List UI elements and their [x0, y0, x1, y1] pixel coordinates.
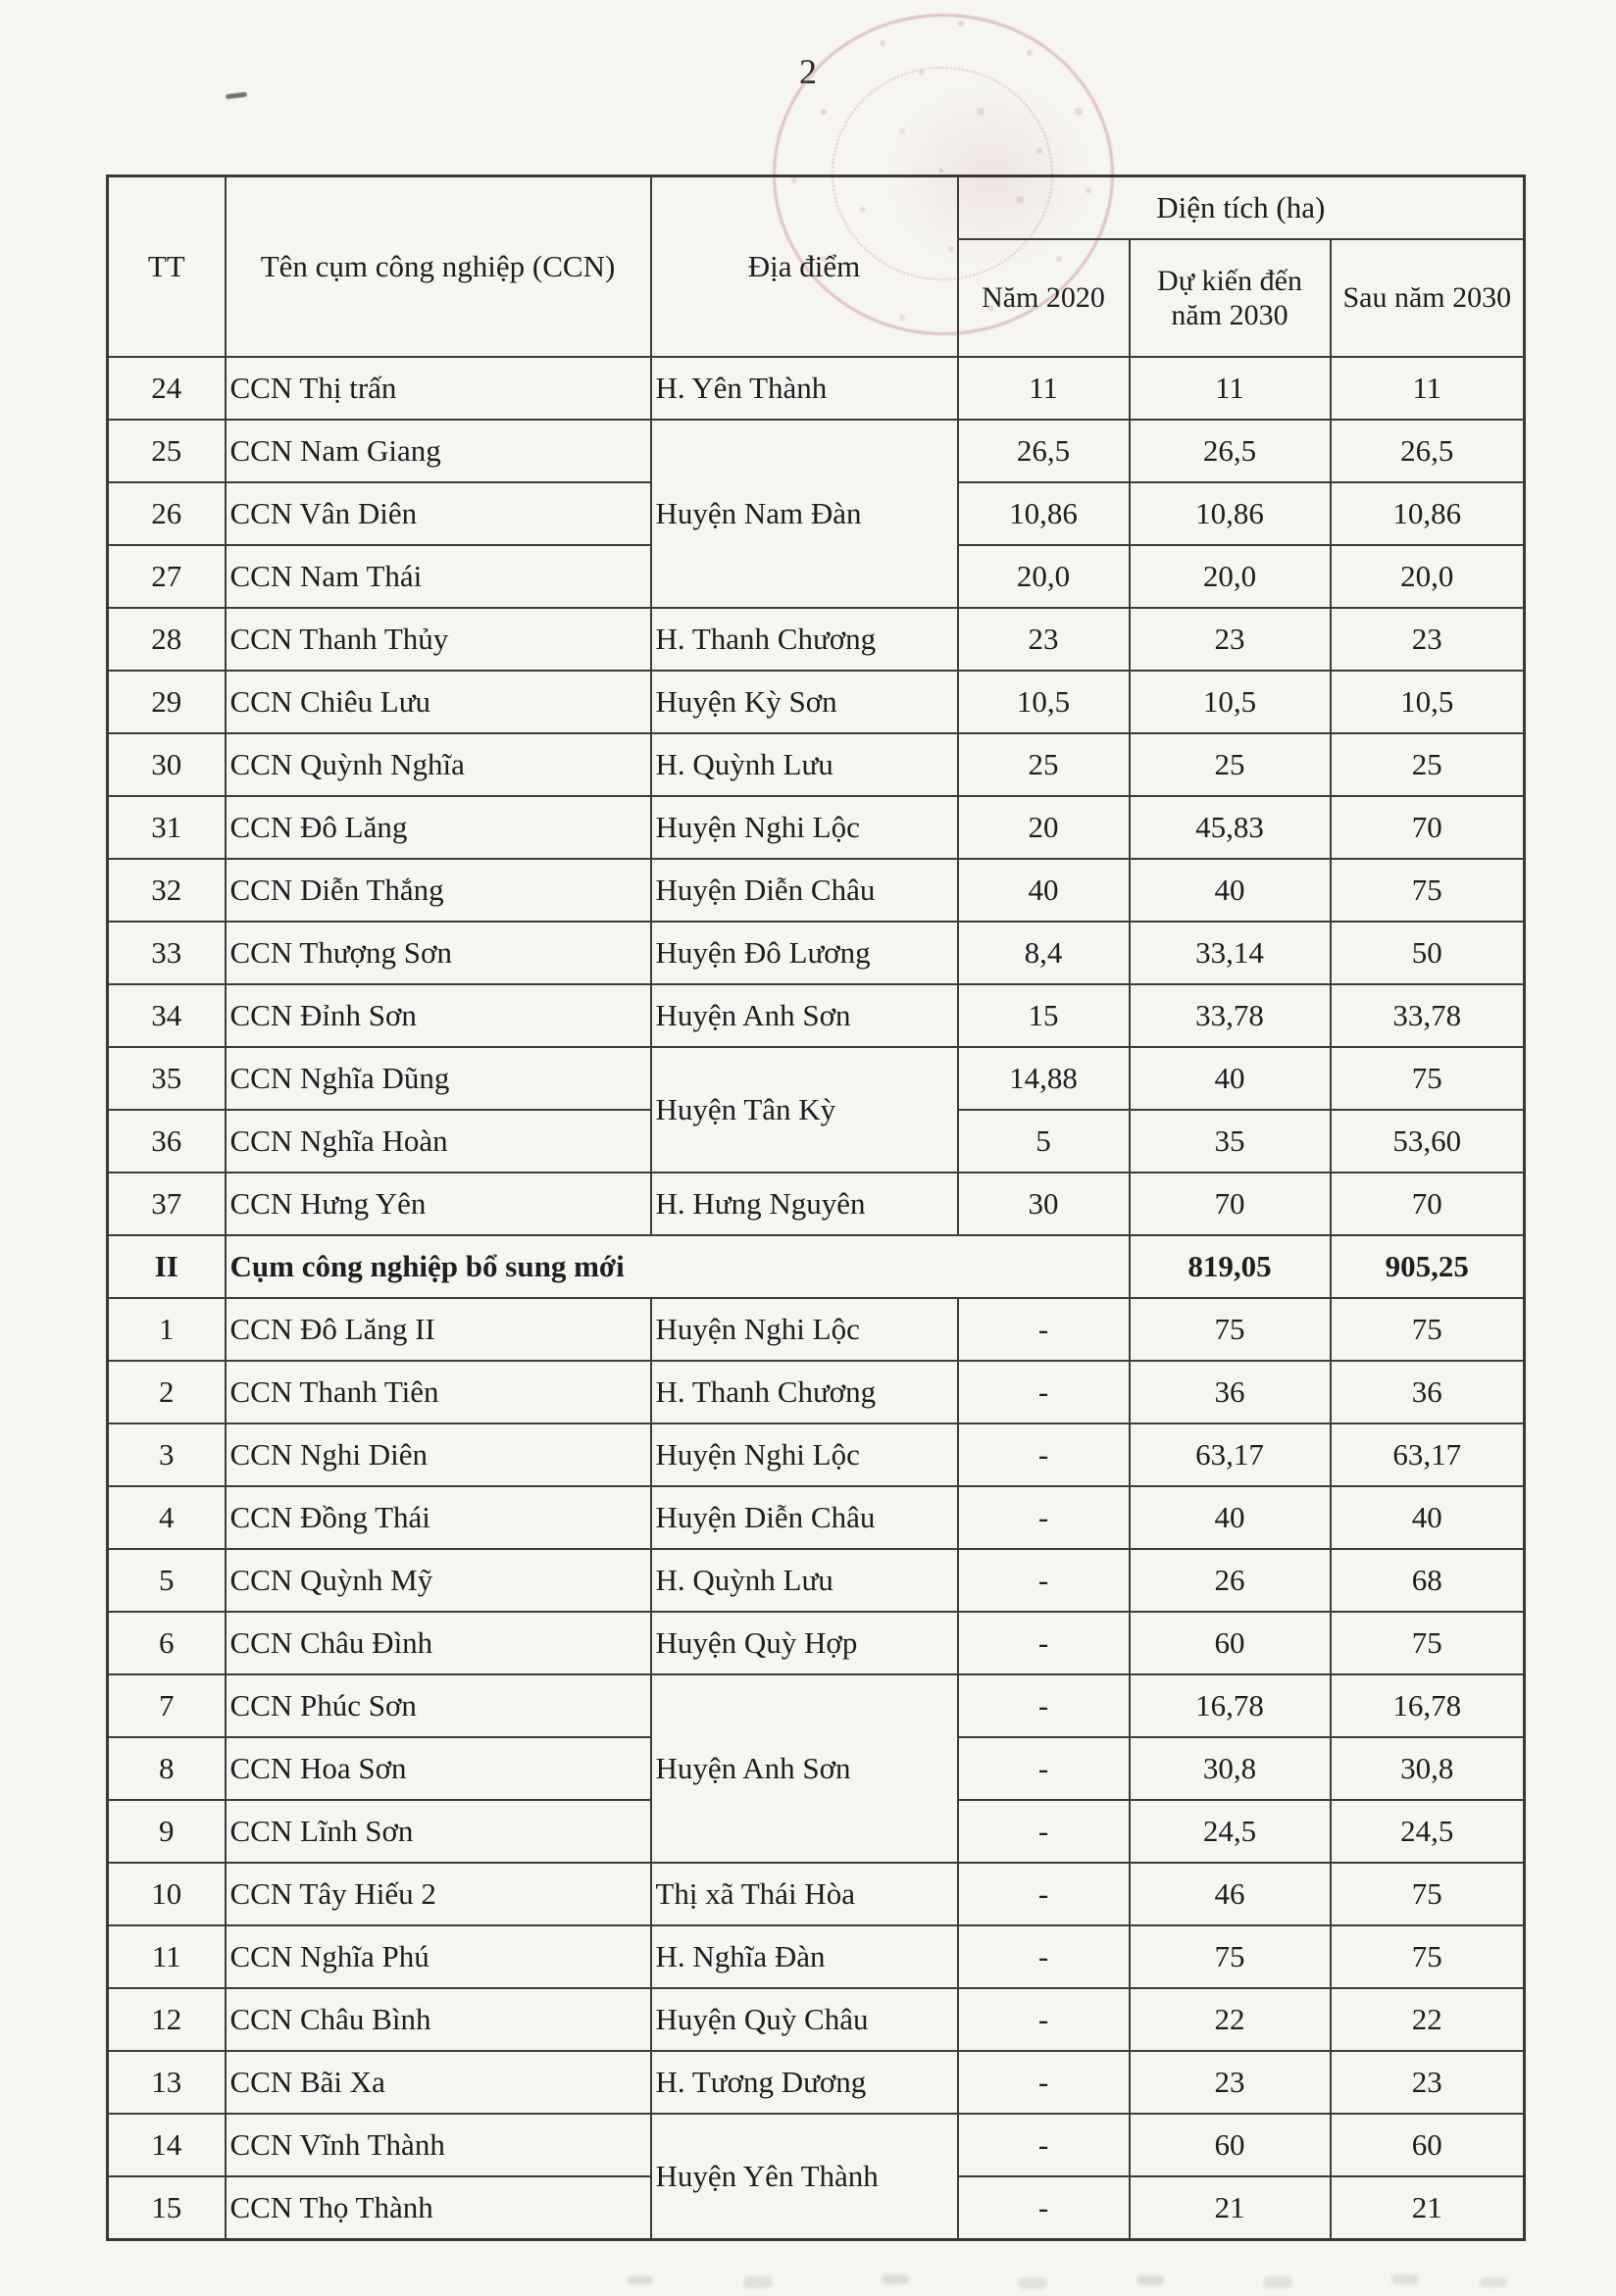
cell-tt: 32 [108, 859, 226, 922]
cell-cluster-name: CCN Lĩnh Sơn [226, 1800, 651, 1863]
cell-cluster-name: CCN Châu Bình [226, 1988, 651, 2051]
cell-area-2030: 40 [1130, 1047, 1331, 1110]
table-row [108, 357, 1525, 420]
table-row [108, 984, 1525, 1047]
cell-location: Huyện Nam Đàn [651, 420, 958, 608]
table-header [108, 176, 1525, 358]
cell-tt: 27 [108, 545, 226, 608]
cell-tt: 35 [108, 1047, 226, 1110]
cell-cluster-name: CCN Phúc Sơn [226, 1674, 651, 1737]
cell-area-2030: 24,5 [1130, 1800, 1331, 1863]
cell-location: Huyện Nghi Lộc [651, 1423, 958, 1486]
cell-location: Huyện Anh Sơn [651, 984, 958, 1047]
cell-area-2020: 14,88 [958, 1047, 1130, 1110]
cell-area-2020: - [958, 1988, 1130, 2051]
cell-cluster-name: CCN Châu Đình [226, 1612, 651, 1674]
cell-location: Huyện Diễn Châu [651, 1486, 958, 1549]
cell-location: H. Tương Dương [651, 2051, 958, 2114]
cell-tt: 12 [108, 1988, 226, 2051]
table-row [108, 2051, 1525, 2114]
header-cluster-name: Tên cụm công nghiệp (CCN) [226, 176, 651, 358]
cell-area-2030: 35 [1130, 1110, 1331, 1173]
cell-area-2030: 45,83 [1130, 796, 1331, 859]
cell-tt: 13 [108, 2051, 226, 2114]
cell-tt: 4 [108, 1486, 226, 1549]
cell-location: Huyện Quỳ Hợp [651, 1612, 958, 1674]
table-row [108, 922, 1525, 984]
cell-area-after-2030: 10,5 [1331, 671, 1525, 733]
header-expected-2030: Dự kiến đến năm 2030 [1130, 239, 1331, 357]
cell-tt: 10 [108, 1863, 226, 1925]
cell-area-after-2030: 50 [1331, 922, 1525, 984]
cell-section-title: Cụm công nghiệp bổ sung mới [226, 1235, 1130, 1298]
cell-area-after-2030: 24,5 [1331, 1800, 1525, 1863]
cell-area-after-2030: 75 [1331, 1047, 1525, 1110]
cell-tt: 5 [108, 1549, 226, 1612]
cell-cluster-name: CCN Thọ Thành [226, 2176, 651, 2240]
cell-area-2020: - [958, 1486, 1130, 1549]
cell-tt: 29 [108, 671, 226, 733]
cell-area-2030: 75 [1130, 1298, 1331, 1361]
header-location: Địa điểm [651, 176, 958, 358]
cell-cluster-name: CCN Nghĩa Hoàn [226, 1110, 651, 1173]
cell-location: H. Quỳnh Lưu [651, 1549, 958, 1612]
cell-area-2020: 26,5 [958, 420, 1130, 482]
cell-area-after-2030: 75 [1331, 1863, 1525, 1925]
cell-location: Huyện Quỳ Châu [651, 1988, 958, 2051]
cell-area-2030: 26 [1130, 1549, 1331, 1612]
cell-area-after-2030: 40 [1331, 1486, 1525, 1549]
cell-cluster-name: CCN Nam Thái [226, 545, 651, 608]
cell-area-2020: - [958, 1298, 1130, 1361]
cell-area-2030: 30,8 [1130, 1737, 1331, 1800]
cell-cluster-name: CCN Thanh Thủy [226, 608, 651, 671]
cell-area-after-2030: 26,5 [1331, 420, 1525, 482]
cell-tt: 24 [108, 357, 226, 420]
cell-cluster-name: CCN Nam Giang [226, 420, 651, 482]
cell-cluster-name: CCN Đỉnh Sơn [226, 984, 651, 1047]
cell-location: H. Thanh Chương [651, 1361, 958, 1423]
cell-area-after-2030: 53,60 [1331, 1110, 1525, 1173]
cell-area-after-2030: 70 [1331, 796, 1525, 859]
cell-area-2030: 75 [1130, 1925, 1331, 1988]
cell-area-2020: - [958, 1863, 1130, 1925]
cell-location: H. Thanh Chương [651, 608, 958, 671]
page-number: 2 [799, 52, 817, 91]
cell-area-2020: 10,86 [958, 482, 1130, 545]
header-after-2030: Sau năm 2030 [1331, 239, 1525, 357]
cell-area-2020: 30 [958, 1173, 1130, 1235]
cell-tt: 3 [108, 1423, 226, 1486]
cell-tt: 37 [108, 1173, 226, 1235]
cell-area-2030: 10,86 [1130, 482, 1331, 545]
cell-area-2030: 60 [1130, 2114, 1331, 2176]
cell-cluster-name: CCN Bãi Xa [226, 2051, 651, 2114]
cell-tt: 28 [108, 608, 226, 671]
cell-tt: 31 [108, 796, 226, 859]
cell-area-2030: 46 [1130, 1863, 1331, 1925]
cell-cluster-name: CCN Tây Hiếu 2 [226, 1863, 651, 1925]
cell-area-after-2030: 75 [1331, 1612, 1525, 1674]
cell-area-2030: 23 [1130, 608, 1331, 671]
cell-location: Huyện Anh Sơn [651, 1674, 958, 1863]
cell-cluster-name: CCN Thanh Tiên [226, 1361, 651, 1423]
cell-area-after-2030: 11 [1331, 357, 1525, 420]
cell-area-after-2030: 20,0 [1331, 545, 1525, 608]
table-row [108, 1486, 1525, 1549]
cell-area-after-2030: 68 [1331, 1549, 1525, 1612]
table-row [108, 671, 1525, 733]
cell-area-2030: 33,14 [1130, 922, 1331, 984]
cell-area-2030: 36 [1130, 1361, 1331, 1423]
cell-area-2030: 63,17 [1130, 1423, 1331, 1486]
table-row [108, 1612, 1525, 1674]
cell-area-2020: 25 [958, 733, 1130, 796]
cell-area-2020: - [958, 1612, 1130, 1674]
cell-tt: 8 [108, 1737, 226, 1800]
cell-area-after-2030: 23 [1331, 608, 1525, 671]
cell-location: Huyện Yên Thành [651, 2114, 958, 2240]
cell-area-after-2030: 75 [1331, 859, 1525, 922]
cell-tt: II [108, 1235, 226, 1298]
header-tt: TT [108, 176, 226, 358]
cell-cluster-name: CCN Nghĩa Phú [226, 1925, 651, 1988]
cell-cluster-name: CCN Vân Diên [226, 482, 651, 545]
cell-location: Huyện Nghi Lộc [651, 1298, 958, 1361]
cell-area-2030: 22 [1130, 1988, 1331, 2051]
table-row [108, 1361, 1525, 1423]
cell-area-2020: 5 [958, 1110, 1130, 1173]
cell-cluster-name: CCN Diễn Thắng [226, 859, 651, 922]
cell-area-2030: 11 [1130, 357, 1331, 420]
cell-area-2020: - [958, 2114, 1130, 2176]
ink-dash-artifact [226, 92, 247, 100]
cell-area-2030: 21 [1130, 2176, 1331, 2240]
cell-area-2020: - [958, 1361, 1130, 1423]
cell-area-after-2030: 23 [1331, 2051, 1525, 2114]
cell-area-2020: - [958, 2176, 1130, 2240]
table-row [108, 859, 1525, 922]
table-row [108, 733, 1525, 796]
cell-area-2030: 20,0 [1130, 545, 1331, 608]
cell-area-2020: - [958, 1925, 1130, 1988]
cell-area-after-2030: 33,78 [1331, 984, 1525, 1047]
table-row [108, 608, 1525, 671]
header-year-2020: Năm 2020 [958, 239, 1130, 357]
table-row [108, 1988, 1525, 2051]
cell-area-after-2030: 905,25 [1331, 1235, 1525, 1298]
cell-area-2020: 11 [958, 357, 1130, 420]
table-body [108, 357, 1525, 2240]
cell-area-2020: 40 [958, 859, 1130, 922]
cell-cluster-name: CCN Đô Lăng II [226, 1298, 651, 1361]
table-row [108, 1423, 1525, 1486]
cell-cluster-name: CCN Đồng Thái [226, 1486, 651, 1549]
cell-location: Huyện Diễn Châu [651, 859, 958, 922]
scan-smudge-artifacts [628, 2276, 653, 2284]
cell-tt: 11 [108, 1925, 226, 1988]
cell-area-after-2030: 36 [1331, 1361, 1525, 1423]
cell-cluster-name: CCN Thượng Sơn [226, 922, 651, 984]
cell-area-2030: 60 [1130, 1612, 1331, 1674]
cell-area-2020: - [958, 1674, 1130, 1737]
cell-cluster-name: CCN Hưng Yên [226, 1173, 651, 1235]
cell-tt: 7 [108, 1674, 226, 1737]
cell-cluster-name: CCN Quỳnh Mỹ [226, 1549, 651, 1612]
cell-area-2020: 20,0 [958, 545, 1130, 608]
cell-area-2030: 23 [1130, 2051, 1331, 2114]
cell-area-2030: 25 [1130, 733, 1331, 796]
table-row [108, 1173, 1525, 1235]
cell-area-after-2030: 21 [1331, 2176, 1525, 2240]
cell-area-after-2030: 60 [1331, 2114, 1525, 2176]
cell-tt: 14 [108, 2114, 226, 2176]
cell-area-2030: 819,05 [1130, 1235, 1331, 1298]
cell-area-2030: 10,5 [1130, 671, 1331, 733]
cell-area-after-2030: 63,17 [1331, 1423, 1525, 1486]
cell-area-2020: 23 [958, 608, 1130, 671]
table-row [108, 1674, 1525, 1737]
cell-tt: 33 [108, 922, 226, 984]
cell-tt: 2 [108, 1361, 226, 1423]
cell-cluster-name: CCN Hoa Sơn [226, 1737, 651, 1800]
cell-area-after-2030: 30,8 [1331, 1737, 1525, 1800]
cell-location: H. Nghĩa Đàn [651, 1925, 958, 1988]
cell-tt: 36 [108, 1110, 226, 1173]
cell-area-2020: - [958, 1737, 1130, 1800]
cell-area-after-2030: 25 [1331, 733, 1525, 796]
cell-location: H. Hưng Nguyên [651, 1173, 958, 1235]
table-row [108, 2114, 1525, 2176]
cell-tt: 26 [108, 482, 226, 545]
cell-tt: 25 [108, 420, 226, 482]
cell-area-2030: 33,78 [1130, 984, 1331, 1047]
cell-area-2020: - [958, 1549, 1130, 1612]
cell-cluster-name: CCN Vĩnh Thành [226, 2114, 651, 2176]
cell-tt: 30 [108, 733, 226, 796]
cell-area-2030: 70 [1130, 1173, 1331, 1235]
cell-cluster-name: CCN Nghĩa Dũng [226, 1047, 651, 1110]
cell-area-2020: 20 [958, 796, 1130, 859]
cell-location: Huyện Tân Kỳ [651, 1047, 958, 1173]
cell-area-2020: - [958, 1423, 1130, 1486]
stamp-speckles [939, 169, 943, 173]
cell-area-2020: 8,4 [958, 922, 1130, 984]
cell-cluster-name: CCN Chiêu Lưu [226, 671, 651, 733]
cell-area-after-2030: 10,86 [1331, 482, 1525, 545]
header-area-group: Diện tích (ha) [958, 176, 1525, 240]
cell-area-after-2030: 16,78 [1331, 1674, 1525, 1737]
cell-location: Huyện Đô Lương [651, 922, 958, 984]
section-row [108, 1235, 1525, 1298]
table-row [108, 1549, 1525, 1612]
cell-tt: 9 [108, 1800, 226, 1863]
cell-area-after-2030: 70 [1331, 1173, 1525, 1235]
cell-area-2030: 40 [1130, 859, 1331, 922]
cell-tt: 15 [108, 2176, 226, 2240]
cell-location: H. Quỳnh Lưu [651, 733, 958, 796]
table-row [108, 1047, 1525, 1110]
table-row [108, 420, 1525, 482]
table-row [108, 1863, 1525, 1925]
cell-cluster-name: CCN Đô Lăng [226, 796, 651, 859]
cell-location: Huyện Nghi Lộc [651, 796, 958, 859]
cell-area-2020: - [958, 1800, 1130, 1863]
cell-cluster-name: CCN Quỳnh Nghĩa [226, 733, 651, 796]
cell-tt: 6 [108, 1612, 226, 1674]
cell-cluster-name: CCN Nghi Diên [226, 1423, 651, 1486]
cell-area-2030: 40 [1130, 1486, 1331, 1549]
cell-area-2020: 15 [958, 984, 1130, 1047]
cell-tt: 1 [108, 1298, 226, 1361]
cell-location: Huyện Kỳ Sơn [651, 671, 958, 733]
cell-area-2030: 16,78 [1130, 1674, 1331, 1737]
cell-location: H. Yên Thành [651, 357, 958, 420]
cell-area-2020: - [958, 2051, 1130, 2114]
cell-area-2030: 26,5 [1130, 420, 1331, 482]
cell-tt: 34 [108, 984, 226, 1047]
cell-area-after-2030: 75 [1331, 1298, 1525, 1361]
industrial-cluster-table [106, 175, 1526, 2241]
table-row [108, 1298, 1525, 1361]
cell-location: Thị xã Thái Hòa [651, 1863, 958, 1925]
cell-cluster-name: CCN Thị trấn [226, 357, 651, 420]
cell-area-2020: 10,5 [958, 671, 1130, 733]
cell-area-after-2030: 75 [1331, 1925, 1525, 1988]
table-row [108, 1925, 1525, 1988]
cell-area-after-2030: 22 [1331, 1988, 1525, 2051]
table-row [108, 796, 1525, 859]
